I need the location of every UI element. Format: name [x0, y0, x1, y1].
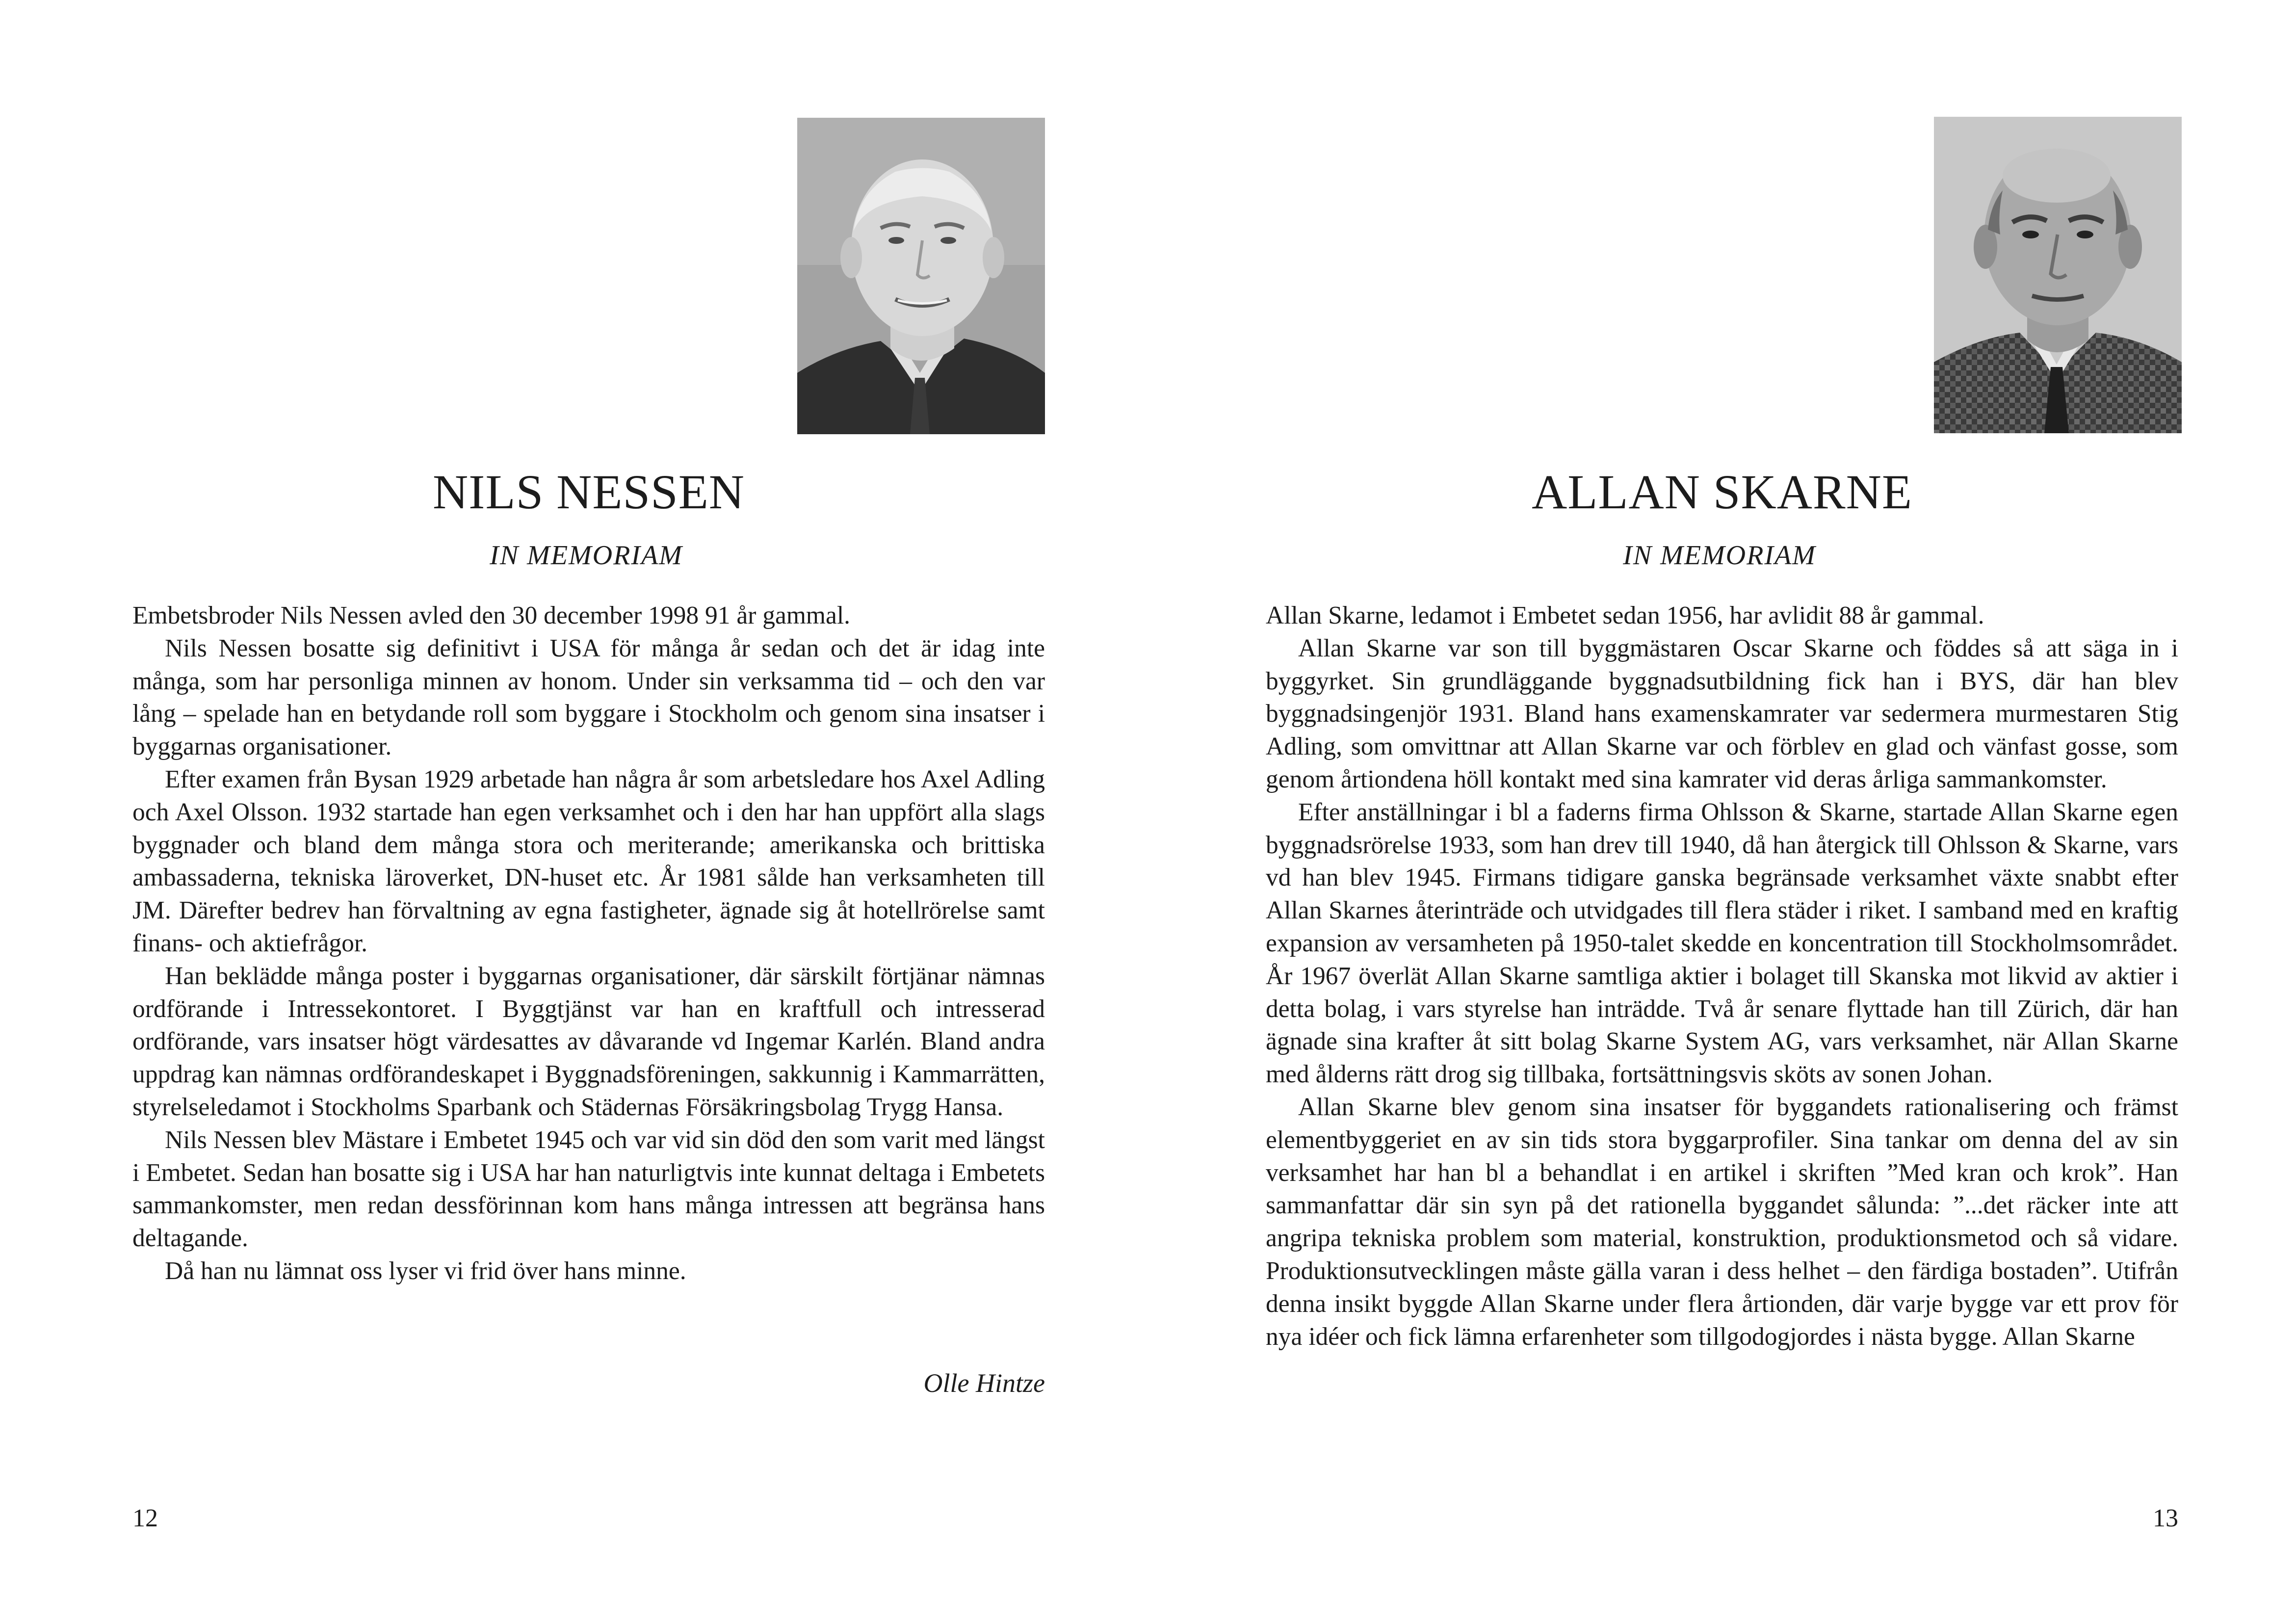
paragraph: Allan Skarne, ledamot i Embetet sedan 1956, har avlidit 88 år gammal. — [1266, 602, 1984, 629]
paragraph: Nils Nessen bosatte sig definitivt i USA för många år sedan och det är idag inte många, som har personliga minnen av honom. Under sin verksamma tid – och den var lång – spelade han en betydande roll som byggare i Stockholm och genom sina insatser i byggarnas organisationer. — [132, 634, 1045, 761]
portrait-photo-nils-nessen — [797, 118, 1045, 434]
paragraph: Efter examen från Bysan 1929 arbetade han några år som arbetsledare hos Axel Adling och Axel Olsson. 1932 startade han egen verksamhet och i den har han uppfört alla slags byggnader och bland dem många stora och meriterande; amerikanska och brittiska ambassaderna, tekniska läroverket, DN-huset etc. År 1981 sålde han verksamheten till JM. Därefter bedrev han förvaltning av egna fastigheter, ägnade sig åt hotellrörelse samt finans- och aktiefrågor. — [132, 765, 1045, 957]
author-signature: Olle Hintze — [923, 1368, 1045, 1398]
page-number: 13 — [2153, 1504, 2178, 1532]
obituary-name: ALLAN SKARNE — [1532, 465, 1912, 519]
paragraph: Han beklädde många poster i byggarnas organisationer, där särskilt förtjänar nämnas ordförande i Intressekontoret. I Byggtjänst var han en kraftfull och intresserad ordförande, vars insatser högt värdesattes av dåvarande vd Ingemar Karlén. Bland andra uppdrag kan nämnas ordförandeskapet i Byggnadsföreningen, sakkunnig i Kammarrätten, styrelseledamot i Stockholms Sparbank och Städernas Försäkringsbolag Trygg Hansa. — [132, 962, 1045, 1121]
paragraph: Nils Nessen blev Mästare i Embetet 1945 och var vid sin död den som varit med längst i Embetet. Sedan han bosatte sig i USA har han naturligtvis inte kunnat deltaga i Embetets sammankomster, men redan dessförinnan kom hans många intressen att begränsa hans deltagande. — [132, 1126, 1045, 1253]
obituary-subtitle: IN MEMORIAM — [490, 540, 683, 571]
portrait-photo-allan-skarne — [1934, 117, 2182, 433]
paragraph: Allan Skarne blev genom sina insatser för byggandets rationalisering och främst elementbyggeriet en av sin tids stora byggarprofiler. Sina tankar om denna del av sin verksamhet har han bl a behandlat i en artikel i skriften ”Med kran och krok”. Han sammanfattar där sin syn på det rationella byggandet sålunda: ”...det räcker inte att angripa tekniska problem som material, konstruktion, produktionsmetod och så vidare. Produktionsutvecklingen måste gälla varan i dess helhet – den färdiga bostaden”. Utifrån denna insikt byggde Allan Skarne under flera årtionden, där varje bygge var ett prov för nya idéer och fick lämna erfarenheter som tillgodogjordes i nästa bygge. Allan Skarne — [1266, 1093, 2178, 1351]
portrait-image — [1934, 117, 2182, 433]
paragraph: Då han nu lämnat oss lyser vi frid över hans minne. — [165, 1257, 686, 1285]
right-page — [1266, 0, 2178, 1624]
obituary-name: NILS NESSEN — [432, 465, 745, 519]
obituary-body — [1266, 600, 2178, 1353]
portrait-image — [797, 118, 1045, 434]
paragraph: Embetsbroder Nils Nessen avled den 30 december 1998 91 år gammal. — [132, 602, 851, 629]
obituary-body — [132, 600, 1045, 1288]
paragraph: Efter anställningar i bl a faderns firma Ohlsson & Skarne, startade Allan Skarne egen byggnadsrörelse 1933, som han drev till 1940, då han återgick till Ohlsson & Skarne, vars vd han blev 1945. Firmans tidigare ganska begränsade verksamhet växte snabbt efter Allan Skarnes återinträde och utvidgades till flera städer i riket. I samband med en kraftig expansion av versamheten på 1950-talet skedde en koncentration till Stockholmsområdet. År 1967 överlät Allan Skarne samtliga aktier i bolaget till Skanska mot likvid av aktier i detta bolag, i vars styrelse han inträdde. Två år senare flyttade han till Zürich, där han ägnade sina krafter åt sitt bolag Skarne System AG, vars verksamhet, när Allan Skarne med ålderns rätt drog sig tillbaka, fortsättningsvis sköts av sonen Johan. — [1266, 798, 2178, 1089]
paragraph: Allan Skarne var son till byggmästaren Oscar Skarne och föddes så att säga in i byggyrket. Sin grundläggande byggnadsutbildning fick han i BYS, där han blev byggnadsingenjör 1931. Bland hans examenskamrater var sedermera murmestaren Stig Adling, som omvittnar att Allan Skarne var och förblev en glad och vänfast gosse, som genom årtiondena höll kontakt med sina kamrater vid deras årliga sammankomster. — [1266, 634, 2178, 793]
left-page — [132, 0, 1045, 1624]
obituary-subtitle: IN MEMORIAM — [1623, 540, 1816, 571]
page-number: 12 — [132, 1504, 158, 1532]
